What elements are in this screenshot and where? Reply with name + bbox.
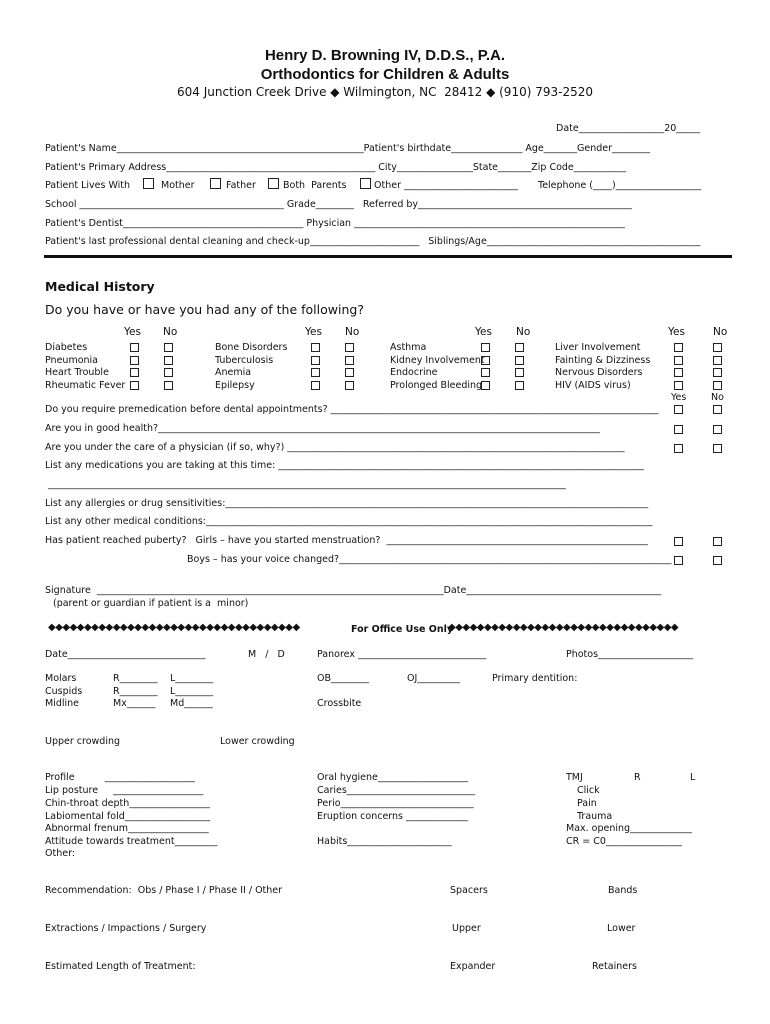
bands-label: Bands [608,885,638,896]
no-checkbox[interactable] [164,368,173,377]
mother-checkbox[interactable] [143,178,154,189]
midline-mx[interactable]: Mx______ [113,698,156,709]
school-line[interactable]: School ___________________________________________ Grade________ Referred by_____________________________________________ [45,199,632,210]
oral-hygiene-line[interactable]: Oral hygiene___________________ [317,772,469,783]
upper-crowding-label: Upper crowding [45,736,121,747]
yes-checkbox[interactable] [311,356,320,365]
telephone-line[interactable]: Telephone (____)__________________ [538,180,702,191]
divider [44,255,732,258]
no-checkbox[interactable] [713,556,722,565]
midline-label: Midline [45,698,80,709]
condition-label: Heart Trouble [45,367,109,378]
conditions-line[interactable]: List any other medical conditions:______________________________________________________________________________________________ [45,516,653,527]
dentist-line[interactable]: Patient's Dentist______________________________________ Physician _________________________________________________________ [45,218,625,229]
signature-note: (parent or guardian if patient is a minor) [53,598,249,609]
yes-checkbox[interactable] [481,343,490,352]
molars-right[interactable]: R________ [113,673,158,684]
max-opening-line[interactable]: Max. opening_____________ [566,823,692,834]
father-label: Father [226,180,256,191]
tmj-left-label: L [690,772,696,783]
yes-checkbox[interactable] [674,537,683,546]
condition-label: Diabetes [45,342,88,353]
no-checkbox[interactable] [515,356,524,365]
other-label: Other: [45,848,76,859]
yes-checkbox[interactable] [481,368,490,377]
condition-label: Kidney Involvement [390,355,485,366]
no-checkbox[interactable] [713,381,722,390]
tmj-right-label: R [634,772,641,783]
chin-throat-line[interactable]: Chin-throat depth_________________ [45,798,210,809]
attitude-line[interactable]: Attitude towards treatment_________ [45,836,218,847]
no-checkbox[interactable] [345,381,354,390]
recommendation-label: Recommendation: Obs / Phase I / Phase II / Other [45,885,283,896]
condition-label: Fainting & Dizziness [555,355,651,366]
condition-label: Prolonged Bleeding [390,380,483,391]
caries-line[interactable]: Caries___________________________ [317,785,476,796]
condition-label: Epilepsy [215,380,255,391]
condition-label: Bone Disorders [215,342,288,353]
no-header: No [163,326,178,338]
office-date[interactable]: Date_____________________________ [45,649,206,660]
no-checkbox[interactable] [713,356,722,365]
office-use-banner: For Office Use Only [351,624,454,635]
frenum-line[interactable]: Abnormal frenum_________________ [45,823,209,834]
pain-label: Pain [577,798,597,809]
midline-md[interactable]: Md______ [170,698,213,709]
condition-label: Asthma [390,342,427,353]
yes-checkbox[interactable] [674,556,683,565]
patient-name-line[interactable]: Patient's Name____________________________________________________Patient's birthdate_______________ Age_______Gender________ [45,143,650,154]
yes-checkbox[interactable] [674,356,683,365]
condition-label: Rheumatic Fever [45,380,126,391]
both-parents-checkbox[interactable] [268,178,279,189]
both-parents-label: Both Parents [283,180,347,191]
perio-line[interactable]: Perio____________________________ [317,798,474,809]
no-checkbox[interactable] [345,368,354,377]
banner-diamonds-left: ◆◆◆◆◆◆◆◆◆◆◆◆◆◆◆◆◆◆◆◆◆◆◆◆◆◆◆◆◆◆◆◆◆◆◆ [48,622,300,633]
yes-checkbox[interactable] [311,381,320,390]
mid-label: M / D [248,649,285,660]
trauma-label: Trauma [577,811,613,822]
no-checkbox[interactable] [713,368,722,377]
no-checkbox[interactable] [713,425,722,434]
father-checkbox[interactable] [210,178,221,189]
yes-checkbox[interactable] [481,381,490,390]
lip-posture-line[interactable]: Lip posture ___________________ [45,785,204,796]
photos-line[interactable]: Photos____________________ [566,649,694,660]
extractions-label: Extractions / Impactions / Surgery [45,923,207,934]
oj-line[interactable]: OJ_________ [407,673,461,684]
practice-specialty: Orthodontics for Children & Adults [260,66,510,83]
yes-checkbox[interactable] [130,356,139,365]
upper-label: Upper [452,923,481,934]
yes-header: Yes [668,326,685,338]
no-checkbox[interactable] [345,343,354,352]
ob-line[interactable]: OB________ [317,673,369,684]
profile-line[interactable]: Profile ___________________ [45,772,195,783]
no-header: No [345,326,360,338]
premedication-line[interactable]: Do you require premedication before dental appointments? _____________________________________________________________________ [45,404,659,415]
signature-line[interactable]: Signature _________________________________________________________________________Date_________________________________________ [45,585,662,596]
cuspids-label: Cuspids [45,686,83,697]
no-checkbox[interactable] [515,343,524,352]
primary-dentition-label: Primary dentition: [492,673,578,684]
physician-care-line[interactable]: Are you under the care of a physician (if so, why?) _______________________________________________________________________ [45,442,625,453]
condition-label: HIV (AIDS virus) [555,380,631,391]
no-checkbox[interactable] [164,381,173,390]
no-header: No [516,326,531,338]
yes-checkbox[interactable] [674,444,683,453]
other-line[interactable]: Other ________________________ [374,180,518,191]
lower-label: Lower [607,923,636,934]
yes-checkbox[interactable] [130,343,139,352]
no-header: No [713,326,728,338]
patient-address-line[interactable]: Patient's Primary Address____________________________________________ City________________State_______Zip Code___________ [45,162,627,173]
no-checkbox[interactable] [345,356,354,365]
condition-label: Pneumonia [45,355,98,366]
practice-address: 604 Junction Creek Drive ◆ Wilmington, NC 28412 ◆ (910) 793-2520 [177,85,593,99]
banner-diamonds-right: ◆◆◆◆◆◆◆◆◆◆◆◆◆◆◆◆◆◆◆◆◆◆◆◆◆◆◆◆◆◆◆◆ [448,622,679,633]
yes-checkbox[interactable] [481,356,490,365]
boys-line[interactable]: Boys – has your voice changed?______________________________________________________________________ [187,554,672,565]
form-date[interactable]: Date__________________20_____ [556,123,701,134]
retainers-label: Retainers [592,961,637,972]
medical-history-title: Medical History [45,279,155,294]
yes-checkbox[interactable] [674,425,683,434]
no-checkbox[interactable] [164,356,173,365]
yes-checkbox[interactable] [674,405,683,414]
condition-label: Nervous Disorders [555,367,643,378]
no-header: No [711,392,724,403]
yes-checkbox[interactable] [674,343,683,352]
practice-name: Henry D. Browning IV, D.D.S., P.A. [264,47,506,64]
tmj-label: TMJ [566,772,583,783]
yes-checkbox[interactable] [674,368,683,377]
click-label: Click [577,785,600,796]
condition-label: Anemia [215,367,252,378]
condition-label: Liver Involvement [555,342,641,353]
yes-checkbox[interactable] [311,343,320,352]
puberty-line[interactable]: Has patient reached puberty? Girls – have you started menstruation? _______________________________________________________ [45,535,648,546]
last-cleaning-line[interactable]: Patient's last professional dental cleaning and check-up_______________________ Siblings/Age_____________________________________________ [45,236,701,247]
yes-header: Yes [305,326,322,338]
yes-checkbox[interactable] [674,381,683,390]
no-checkbox[interactable] [515,368,524,377]
habits-line[interactable]: Habits______________________ [317,836,452,847]
no-checkbox[interactable] [713,405,722,414]
molars-left[interactable]: L________ [170,673,214,684]
no-checkbox[interactable] [713,343,722,352]
medications-line[interactable]: List any medications you are taking at this time: _____________________________________________________________________________ [45,460,645,471]
cuspids-left[interactable]: L________ [170,686,214,697]
treatment-length-label: Estimated Length of Treatment: [45,961,196,972]
yes-checkbox[interactable] [130,381,139,390]
allergies-line[interactable]: List any allergies or drug sensitivities:_________________________________________________________________________________________ [45,498,649,509]
yes-header: Yes [475,326,492,338]
yes-header: Yes [671,392,687,403]
molars-label: Molars [45,673,77,684]
spacers-label: Spacers [450,885,488,896]
no-checkbox[interactable] [164,343,173,352]
crossbite-label: Crossbite [317,698,362,709]
medications-extra-line[interactable]: _____________________________________________________________________________________________________________ [48,479,566,490]
mother-label: Mother [161,180,195,191]
cuspids-right[interactable]: R________ [113,686,158,697]
panorex-line[interactable]: Panorex ___________________________ [317,649,487,660]
cr-co-line[interactable]: CR = C0________________ [566,836,682,847]
condition-label: Tuberculosis [215,355,274,366]
condition-label: Endocrine [390,367,438,378]
expander-label: Expander [450,961,496,972]
good-health-line[interactable]: Are you in good health?_____________________________________________________________________________________________ [45,423,600,434]
labiomental-line[interactable]: Labiomental fold__________________ [45,811,211,822]
yes-checkbox[interactable] [130,368,139,377]
medical-question: Do you have or have you had any of the following? [45,302,364,317]
yes-checkbox[interactable] [311,368,320,377]
no-checkbox[interactable] [713,444,722,453]
no-checkbox[interactable] [713,537,722,546]
no-checkbox[interactable] [515,381,524,390]
other-checkbox[interactable] [360,178,371,189]
lower-crowding-label: Lower crowding [220,736,295,747]
yes-header: Yes [124,326,141,338]
lives-with-label: Patient Lives With [45,180,131,191]
eruption-line[interactable]: Eruption concerns _____________ [317,811,468,822]
